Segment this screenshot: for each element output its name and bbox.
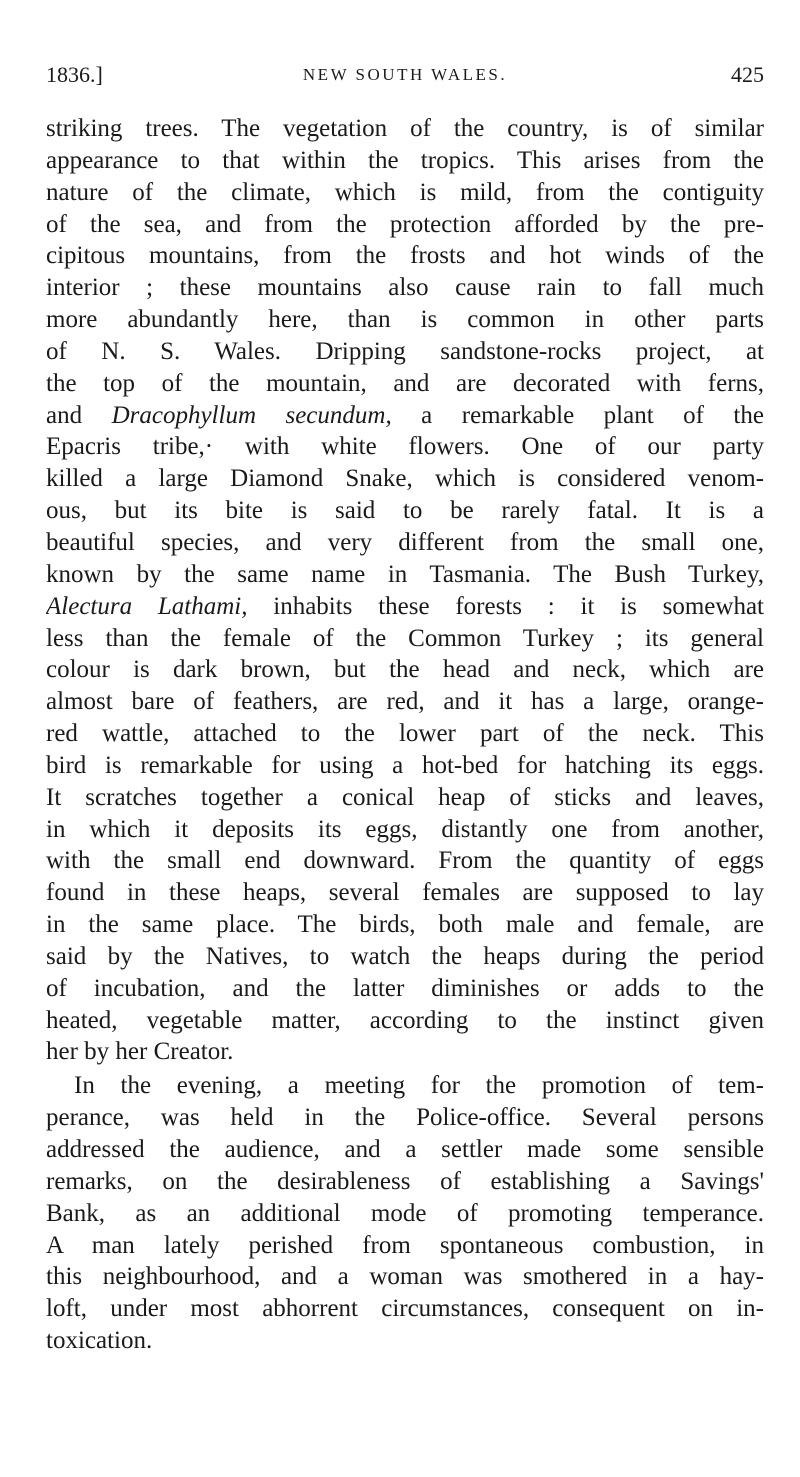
text-line: striking trees. The vegetation of the country, is of similar: [46, 115, 764, 142]
italic-species-name: Alectura Lathami,: [46, 592, 248, 620]
text-line-segment: inhabits these forests : it is somewhat: [247, 592, 764, 620]
text-line: in which it deposits its eggs, distantly one from another,: [46, 815, 764, 843]
text-line: appearance to that within the tropics. This arises from the: [46, 146, 764, 174]
text-line: said by the Natives, to watch the heaps during the period: [46, 942, 764, 970]
text-line: the top of the mountain, and are decorated with ferns,: [46, 369, 764, 397]
text-line: heated, vegetable matter, according to the instinct given: [46, 1006, 764, 1034]
page-number: 425: [731, 62, 764, 87]
text-line: In the evening, a meeting for the promotion of tem-: [74, 1072, 764, 1100]
text-line: toxication.: [46, 1327, 153, 1355]
text-line: addressed the audience, and a settler made some sensible: [46, 1136, 764, 1163]
text-line: beautiful species, and very different from the small one,: [46, 528, 764, 556]
text-line: colour is dark brown, but the head and neck, which are: [46, 656, 764, 684]
text-line: [46, 400, 764, 432]
text-line: It scratches together a conical heap of sticks and leaves,: [46, 783, 764, 811]
text-line: killed a large Diamond Snake, which is considered venom-: [46, 465, 764, 493]
text-line: loft, under most abhorrent circumstances, consequent on in-: [46, 1295, 764, 1323]
text-line: cipitous mountains, from the frosts and hot winds of the: [46, 242, 764, 270]
paragraph-2: [46, 1070, 764, 1357]
running-head-year: 1836.]: [46, 62, 103, 87]
text-line-segment: and: [46, 401, 112, 429]
running-head: [46, 58, 764, 92]
text-line: found in these heaps, several females are supposed to lay: [46, 879, 764, 907]
text-line: Bank, as an additional mode of promoting temperance.: [46, 1199, 764, 1227]
text-line: with the small end downward. From the quantity of eggs: [46, 847, 764, 875]
text-line: A man lately perished from spontaneous combustion, in: [46, 1231, 764, 1259]
running-head-title: NEW SOUTH WALES.: [302, 65, 508, 84]
text-line: red wattle, attached to the lower part of the neck. This: [46, 720, 764, 748]
text-line: of N. S. Wales. Dripping sandstone-rocks project, at: [46, 337, 764, 365]
text-line: less than the female of the Common Turkey ; its general: [46, 624, 764, 652]
text-line: remarks, on the desirableness of establishing a Savings': [46, 1167, 764, 1195]
text-line: almost bare of feathers, are red, and it has a large, orange-: [46, 688, 764, 716]
text-line: ous, but its bite is said to be rarely fatal. It is a: [46, 497, 764, 525]
text-line: her by her Creator.: [46, 1038, 234, 1066]
paragraph-1: [46, 113, 764, 1068]
text-line: more abundantly here, than is common in other parts: [46, 306, 764, 334]
text-line: interior ; these mountains also cause rain to fall much: [46, 274, 764, 302]
text-line-segment: a remarkable plant of the: [391, 401, 764, 429]
italic-species-name: Dracophyllum secundum,: [111, 401, 392, 429]
body-text: [46, 113, 764, 1357]
text-line: in the same place. The birds, both male and female, are: [46, 911, 764, 939]
text-line: Epacris tribe,· with white flowers. One of our party: [46, 433, 764, 461]
text-line: [46, 591, 764, 623]
text-line: of the sea, and from the protection afforded by the pre-: [46, 210, 764, 238]
text-line: this neighbourhood, and a woman was smothered in a hay-: [46, 1263, 764, 1291]
text-line: nature of the climate, which is mild, from the contiguity: [46, 178, 764, 206]
text-line: of incubation, and the latter diminishes or adds to the: [46, 974, 764, 1002]
text-line: perance, was held in the Police-office. Several persons: [46, 1104, 764, 1132]
text-line: known by the same name in Tasmania. The Bush Turkey,: [46, 560, 764, 588]
text-line: bird is remarkable for using a hot-bed for hatching its eggs.: [46, 751, 764, 779]
